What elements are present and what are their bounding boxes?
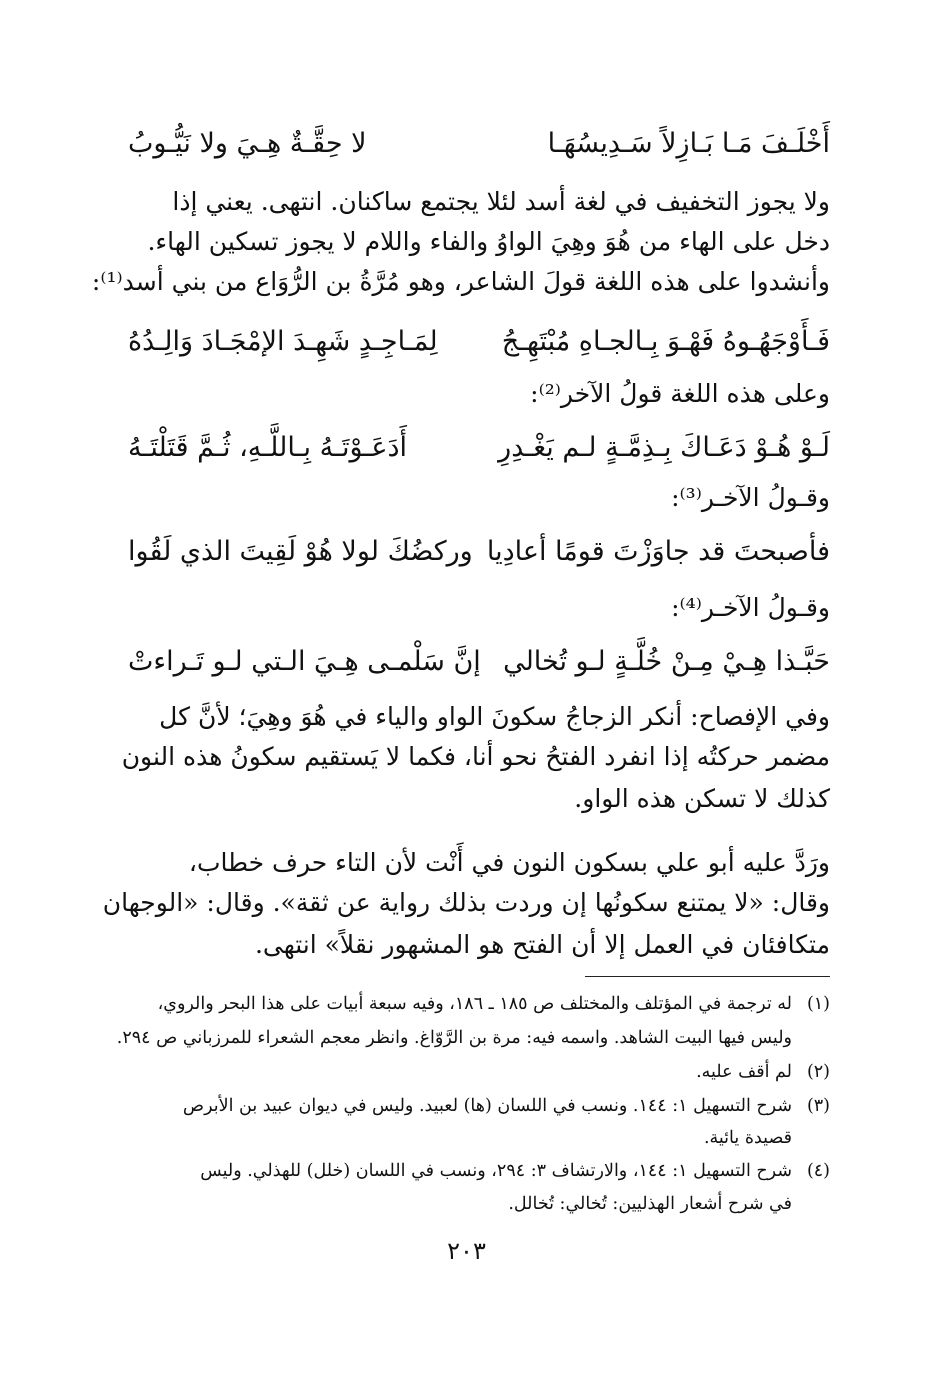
footnote-1-continued [116, 1023, 830, 1054]
footnote-1-line-1: له ترجمة في المؤتلف والمختلف ص ١٨٥ ـ ١٨٦، وفيه سبعة أبيات على هذا البحر والروي، [157, 994, 792, 1014]
verse-line-4 [128, 530, 830, 574]
footnote-3-number: (٣) [806, 1096, 830, 1116]
verse-5-first-hemistich: حَبَّـذا هِـيْ مِـنْ خُلَّـةٍ لـو تُخالي [503, 646, 830, 677]
verse-4-second-hemistich: وركضُكَ لولا هُوْ لَقِيتَ الذي لَقُوا [128, 536, 473, 567]
footnote-4 [128, 1156, 830, 1187]
verse-4-first-hemistich: فأصبحتَ قد جاوَزْتَ قومًا أعادِيا [486, 536, 830, 567]
verse-1-second-hemistich: لا حِقَّـةٌ هِـيَ ولا نَيُّـوبُ [128, 128, 367, 159]
footnote-2-number: (٢) [806, 1062, 830, 1082]
quote-intro-3: وقـولُ الآخـر⁽³⁾: [671, 483, 830, 512]
footnote-3-line-1: شرح التسهيل ١: ١٤٤. ونسب في اللسان (ها) لعبيد. وليس في ديوان عبيد بن الأبرص [182, 1096, 792, 1116]
verse-line-3 [128, 426, 830, 470]
footnote-3 [128, 1091, 830, 1122]
paragraph-1-line-1: ولا يجوز التخفيف في لغة أسد لئلا يجتمع ساكنان. انتهى. يعني إذا [172, 187, 830, 216]
footnote-3-line-2: قصيدة يائية. [703, 1128, 792, 1148]
verse-1-first-hemistich: أَخْلَـفَ مَـا بَـازِلاً سَـدِيسُهَـا [547, 128, 830, 159]
footnote-separator [585, 976, 830, 977]
footnote-4-continued [128, 1189, 830, 1220]
footnote-1-line-2: وليس فيها البيت الشاهد. واسمه فيه: مرة بن الرَّوّاغ. وانظر معجم الشعراء للمرزباني ص ٢٩٤. [116, 1028, 792, 1048]
paragraph-3-line-3: متكافئان في العمل إلا أن الفتح هو المشهور نقلاً» انتهى. [254, 930, 830, 959]
footnote-4-line-2: في شرح أشعار الهذليين: تُخالي: تُخالل. [508, 1194, 792, 1214]
paragraph-1-line-3: وأنشدوا على هذه اللغة قولَ الشاعر، وهو مُرَّةُ بن الرُّوَاع من بني أسد⁽¹⁾: [91, 267, 830, 296]
quote-intro-2: وعلى هذه اللغة قولُ الآخر⁽²⁾: [530, 379, 830, 408]
paragraph-2-line-1: وفي الإفصاح: أنكر الزجاجُ سكونَ الواو والياء في هُوَ وهِيَ؛ لأنَّ كل [159, 702, 830, 731]
paragraph-3-line-1: ورَدَّ عليه أبو علي بسكون النون في أَنْت لأن التاء حرف خطاب، [188, 848, 830, 877]
footnote-2-line-1: لم أقف عليه. [696, 1062, 792, 1082]
verse-5-second-hemistich: إنَّ سَلْمـى هِـيَ الـتي لـو تَـراءتْ [128, 646, 481, 677]
footnote-3-continued [128, 1123, 830, 1154]
footnote-2 [128, 1057, 830, 1088]
page-number: ٢٠٣ [447, 1237, 486, 1265]
quote-intro-4: وقـولُ الآخـر⁽⁴⁾: [671, 593, 830, 622]
verse-2-first-hemistich: فَـأَوْجَهُـوهُ فَهْـوَ بِـالجـاهِ مُبْتَهِـجُ [501, 326, 830, 357]
verse-3-first-hemistich: لَـوْ هُـوْ دَعَـاكَ بِـذِمَّـةٍ لـم يَغْـدِرِ [498, 432, 830, 463]
verse-line-5 [128, 640, 830, 684]
footnote-1 [128, 989, 830, 1020]
paragraph-2-line-2: مضمر حركتُه إذا انفرد الفتحُ نحو أنا، فكما لا يَستقيم سكونُ هذه النون [121, 742, 830, 771]
paragraph-3-line-2: وقال: «لا يمتنع سكونُها إن وردت بذلك رواية عن ثقة». وقال: «الوجهان [102, 888, 830, 917]
verse-line-2 [128, 320, 830, 364]
paragraph-2-line-3: كذلك لا تسكن هذه الواو. [574, 784, 830, 813]
verse-3-second-hemistich: أَدَعَـوْتَـهُ بِـاللَّـهِ، ثُـمَّ قَتَلْتَـهُ [128, 432, 407, 463]
footnote-1-number: (١) [806, 994, 830, 1014]
footnote-4-line-1: شرح التسهيل ١: ١٤٤، والارتشاف ٣: ٢٩٤، ونسب في اللسان (خلل) للهذلي. وليس [200, 1161, 792, 1181]
footnote-4-number: (٤) [806, 1161, 830, 1181]
paragraph-1-line-2: دخل على الهاء من هُوَ وهِيَ الواوُ والفاء واللام لا يجوز تسكين الهاء. [147, 227, 830, 256]
verse-line-1 [128, 122, 830, 166]
verse-2-second-hemistich: لِمَـاجِـدٍ شَهِـدَ الإمْجَـادَ وَالِـدُهُ [128, 326, 438, 357]
